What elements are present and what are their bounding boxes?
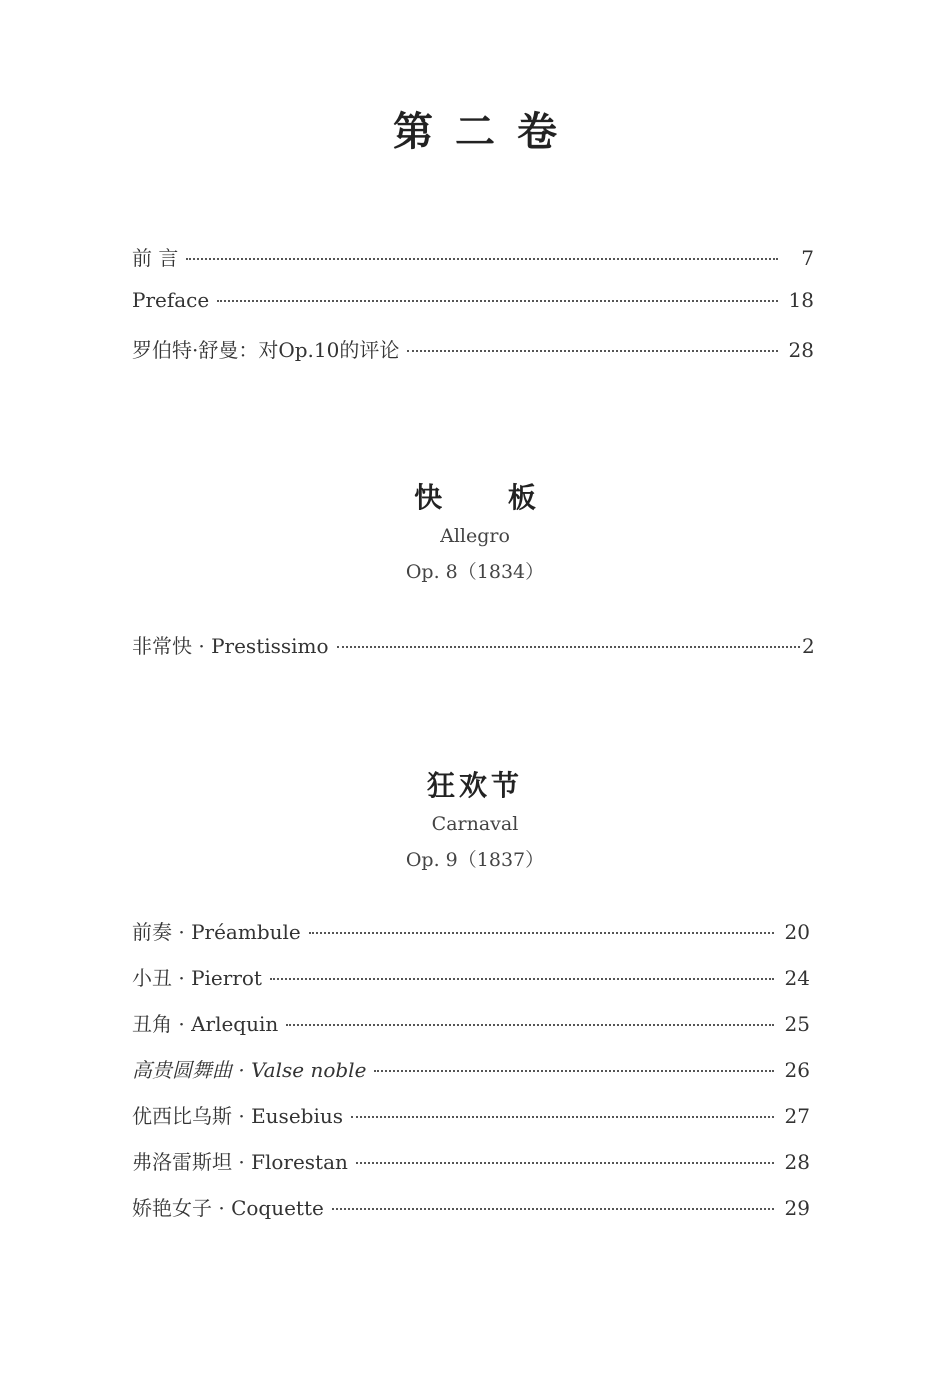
toc-entry-florestan[interactable] <box>132 1146 810 1192</box>
toc-entry-preambule[interactable] <box>132 916 810 962</box>
toc-entry-label: 丑角 · Arlequin <box>132 1012 279 1036</box>
toc-entry-page: 20 <box>784 920 810 944</box>
toc-entry-page: 18 <box>788 288 814 312</box>
section-opus: Op. 8（1834） <box>405 561 545 583</box>
section-title-en: Allegro <box>440 525 510 547</box>
toc-entry-page: 29 <box>784 1196 810 1220</box>
dot-leader <box>351 1116 774 1118</box>
toc-entry-preface-zh[interactable] <box>132 242 814 288</box>
toc-entry-page: 2 <box>802 634 815 658</box>
toc-entry-label: 弗洛雷斯坦 · Florestan <box>132 1150 348 1174</box>
toc-entry-page: 26 <box>784 1058 810 1082</box>
dot-leader <box>337 646 800 648</box>
toc-entry-label: 罗伯特·舒曼：对Op.10的评论 <box>132 338 400 362</box>
toc-entry-label: Preface <box>132 288 210 312</box>
allegro-list <box>132 630 814 676</box>
dot-leader <box>217 300 778 302</box>
section-title-zh: 狂欢节 <box>426 769 523 802</box>
toc-entry-arlequin[interactable] <box>132 1008 810 1054</box>
toc-entry-page: 24 <box>784 966 810 990</box>
toc-entry-page: 25 <box>784 1012 810 1036</box>
toc-entry-label: 高贵圆舞曲 · Valse noble <box>132 1058 367 1082</box>
toc-entry-label: 优西比乌斯 · Eusebius <box>132 1104 343 1128</box>
section-opus: Op. 9（1837） <box>405 849 545 871</box>
toc-entry-prestissimo[interactable] <box>132 630 814 676</box>
toc-entry-schumann-review[interactable] <box>132 334 814 380</box>
toc-entry-label: 非常快 · Prestissimo <box>132 634 329 658</box>
toc-entry-label: 小丑 · Pierrot <box>132 966 262 990</box>
dot-leader <box>407 350 778 352</box>
section-header-allegro <box>0 480 950 590</box>
dot-leader <box>309 932 774 934</box>
toc-entry-valse-noble[interactable] <box>132 1054 810 1100</box>
toc-entry-page: 27 <box>784 1104 810 1128</box>
toc-entry-label: 娇艳女子 · Coquette <box>132 1196 324 1220</box>
dot-leader <box>332 1208 774 1210</box>
toc-entry-label: 前 言 <box>132 246 179 270</box>
toc-entry-eusebius[interactable] <box>132 1100 810 1146</box>
toc-entry-page: 7 <box>801 246 814 270</box>
dot-leader <box>186 258 778 260</box>
toc-entry-page: 28 <box>784 1150 810 1174</box>
carnaval-list <box>132 916 810 1238</box>
section-title-en: Carnaval <box>431 813 519 835</box>
toc-entry-label: 前奏 · Préambule <box>132 920 301 944</box>
section-header-carnaval <box>0 768 950 878</box>
toc-entry-coquette[interactable] <box>132 1192 810 1238</box>
dot-leader <box>286 1024 774 1026</box>
volume-title: 第二卷 <box>393 108 579 155</box>
toc-entry-pierrot[interactable] <box>132 962 810 1008</box>
dot-leader <box>356 1162 774 1164</box>
front-matter-list <box>132 242 814 380</box>
toc-entry-preface-en[interactable] <box>132 288 814 334</box>
dot-leader <box>374 1070 774 1072</box>
dot-leader <box>270 978 774 980</box>
toc-entry-page: 28 <box>788 338 814 362</box>
section-title-zh: 快 板 <box>414 481 564 514</box>
